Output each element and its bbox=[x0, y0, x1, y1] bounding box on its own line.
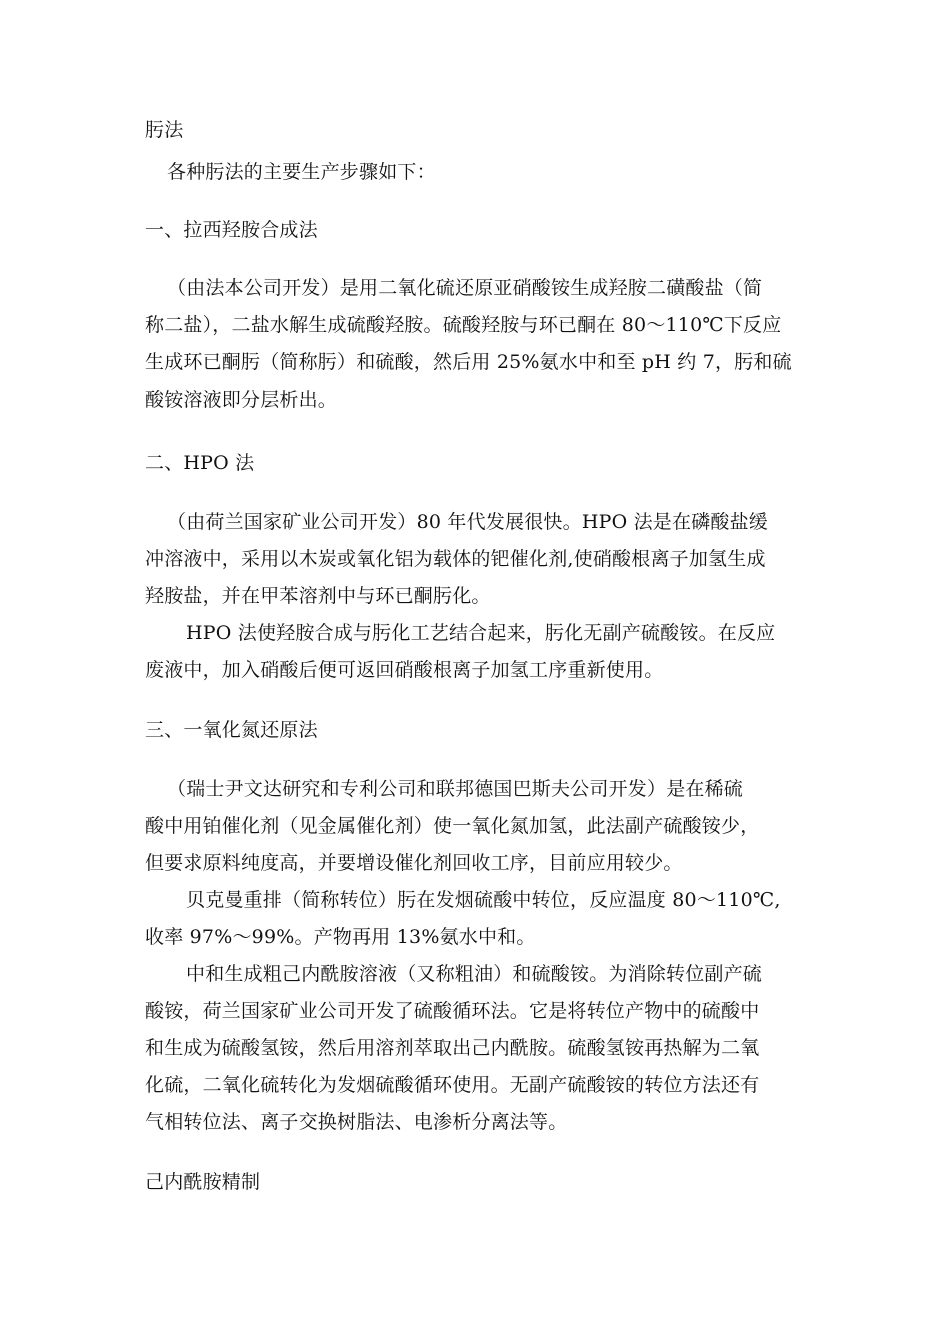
paragraph-line: 生成环已酮肟（简称肟）和硫酸，然后用 25%氨水中和至 pH 约 7，肟和硫 bbox=[145, 351, 792, 373]
paragraph-line: 酸铵，荷兰国家矿业公司开发了硫酸循环法。它是将转位产物中的硫酸中 bbox=[145, 1000, 760, 1022]
heading-caprolactam-refining: 己内酰胺精制 bbox=[145, 1171, 261, 1193]
paragraph-line: 废液中，加入硝酸后便可返回硝酸根离子加氢工序重新使用。 bbox=[145, 659, 664, 681]
paragraph-line: 称二盐），二盐水解生成硫酸羟胺。硫酸羟胺与环已酮在 80～110℃下反应 bbox=[145, 314, 782, 336]
paragraph-line: 气相转位法、离子交换树脂法、电渗析分离法等。 bbox=[145, 1111, 568, 1133]
paragraph-line: 酸铵溶液即分层析出。 bbox=[145, 389, 338, 411]
heading-hpo-method: 二、HPO 法 bbox=[145, 452, 255, 474]
paragraph-line: 收率 97%～99%。产物再用 13%氨水中和。 bbox=[145, 926, 536, 948]
paragraph-line: （由法本公司开发）是用二氧化硫还原亚硝酸铵生成羟胺二磺酸盐（简 bbox=[167, 277, 763, 299]
paragraph-line: （由荷兰国家矿业公司开发）80 年代发展很快。HPO 法是在磷酸盐缓 bbox=[167, 511, 768, 533]
paragraph-line: 和生成为硫酸氢铵，然后用溶剂萃取出己内酰胺。硫酸氢铵再热解为二氧 bbox=[145, 1037, 760, 1059]
paragraph-line: 冲溶液中，采用以木炭或氧化铝为载体的钯催化剂,使硝酸根离子加氢生成 bbox=[145, 548, 766, 570]
intro-paragraph-line: 各种肟法的主要生产步骤如下： bbox=[167, 161, 436, 183]
paragraph-line: HPO 法使羟胺合成与肟化工艺结合起来，肟化无副产硫酸铵。在反应 bbox=[186, 622, 776, 644]
paragraph-line: 但要求原料纯度高，并要增设催化剂回收工序，目前应用较少。 bbox=[145, 852, 683, 874]
paragraph-line: （瑞士尹文达研究和专利公司和联邦德国巴斯夫公司开发）是在稀硫 bbox=[167, 778, 744, 800]
paragraph-line: 贝克曼重排（简称转位）肟在发烟硫酸中转位，反应温度 80～110℃, bbox=[186, 889, 781, 911]
paragraph-line: 酸中用铂催化剂（见金属催化剂）使一氧化氮加氢，此法副产硫酸铵少， bbox=[145, 815, 760, 837]
paragraph-line: 化硫，二氧化硫转化为发烟硫酸循环使用。无副产硫酸铵的转位方法还有 bbox=[145, 1074, 760, 1096]
heading-nitric-oxide-reduction: 三、一氧化氮还原法 bbox=[145, 719, 318, 741]
paragraph-line: 中和生成粗己内酰胺溶液（又称粗油）和硫酸铵。为消除转位副产硫 bbox=[186, 963, 763, 985]
paragraph-line: 羟胺盐，并在甲苯溶剂中与环已酮肟化。 bbox=[145, 585, 491, 607]
section-heading-oxime-method: 肟法 bbox=[145, 119, 184, 141]
heading-raschig-hydroxylamine: 一、拉西羟胺合成法 bbox=[145, 219, 318, 241]
